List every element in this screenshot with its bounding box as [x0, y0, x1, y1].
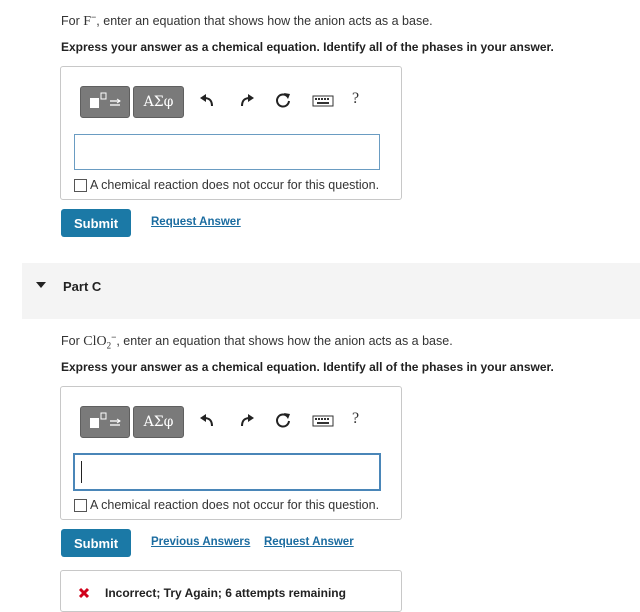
- part-c-no-reaction-option[interactable]: A chemical reaction does not occur for this question.: [74, 498, 379, 512]
- part-c-prompt: For ClO$_2$−, enter an equation that shows how the anion acts as a base.: [61, 332, 453, 351]
- templates-button[interactable]: [80, 406, 130, 438]
- redo-icon: [236, 411, 256, 431]
- part-c-instruction: Express your answer as a chemical equation. Identify all of the phases in your answer.: [61, 360, 554, 374]
- undo-icon: [198, 91, 218, 111]
- templates-icon: [81, 407, 129, 437]
- redo-icon: [236, 91, 256, 111]
- part-c-title: Part C: [63, 279, 102, 294]
- text-caret: [81, 461, 82, 483]
- templates-icon: [81, 87, 129, 117]
- part-b-no-reaction-option[interactable]: A chemical reaction does not occur for this question.: [74, 178, 379, 192]
- part-b-request-answer-link[interactable]: Request Answer: [151, 216, 241, 228]
- reset-button[interactable]: [273, 411, 293, 431]
- reset-icon: [273, 411, 293, 431]
- part-b-submit-button[interactable]: Submit: [61, 209, 131, 237]
- part-c-answer-input[interactable]: [73, 453, 381, 491]
- part-c-answer-panel: [60, 386, 402, 520]
- reset-button[interactable]: [273, 91, 293, 111]
- part-c-header[interactable]: [22, 263, 640, 319]
- undo-button[interactable]: [198, 91, 218, 111]
- greek-symbols-button[interactable]: ΑΣφ: [133, 86, 184, 118]
- part-b-prompt: For F−, enter an equation that shows how the anion acts as a base.: [61, 12, 433, 30]
- part-c-request-answer-link[interactable]: Request Answer: [264, 536, 354, 548]
- reset-icon: [273, 91, 293, 111]
- redo-button[interactable]: [236, 91, 256, 111]
- undo-button[interactable]: [198, 411, 218, 431]
- part-c-no-reaction-checkbox[interactable]: [74, 499, 87, 512]
- help-button[interactable]: ?: [352, 410, 360, 427]
- part-b-answer-panel: [60, 66, 402, 200]
- undo-icon: [198, 411, 218, 431]
- keyboard-icon: [312, 411, 334, 431]
- feedback-text: Incorrect; Try Again; 6 attempts remaining: [105, 586, 346, 600]
- part-c-feedback: [60, 570, 402, 612]
- keyboard-button[interactable]: [312, 411, 334, 431]
- greek-symbols-button[interactable]: ΑΣφ: [133, 406, 184, 438]
- help-button[interactable]: ?: [352, 90, 360, 107]
- part-b-anion: F: [83, 14, 92, 30]
- part-c-submit-button[interactable]: Submit: [61, 529, 131, 557]
- part-c-previous-answers-link[interactable]: Previous Answers: [151, 536, 251, 548]
- chevron-down-icon[interactable]: [35, 280, 47, 290]
- error-x-icon: [78, 587, 90, 599]
- keyboard-button[interactable]: [312, 91, 334, 111]
- keyboard-icon: [312, 91, 334, 111]
- part-b-no-reaction-checkbox[interactable]: [74, 179, 87, 192]
- part-b-answer-input[interactable]: [74, 134, 380, 170]
- part-c-anion: ClO: [83, 334, 107, 350]
- redo-button[interactable]: [236, 411, 256, 431]
- part-b-instruction: Express your answer as a chemical equation. Identify all of the phases in your answer.: [61, 40, 554, 54]
- templates-button[interactable]: [80, 86, 130, 118]
